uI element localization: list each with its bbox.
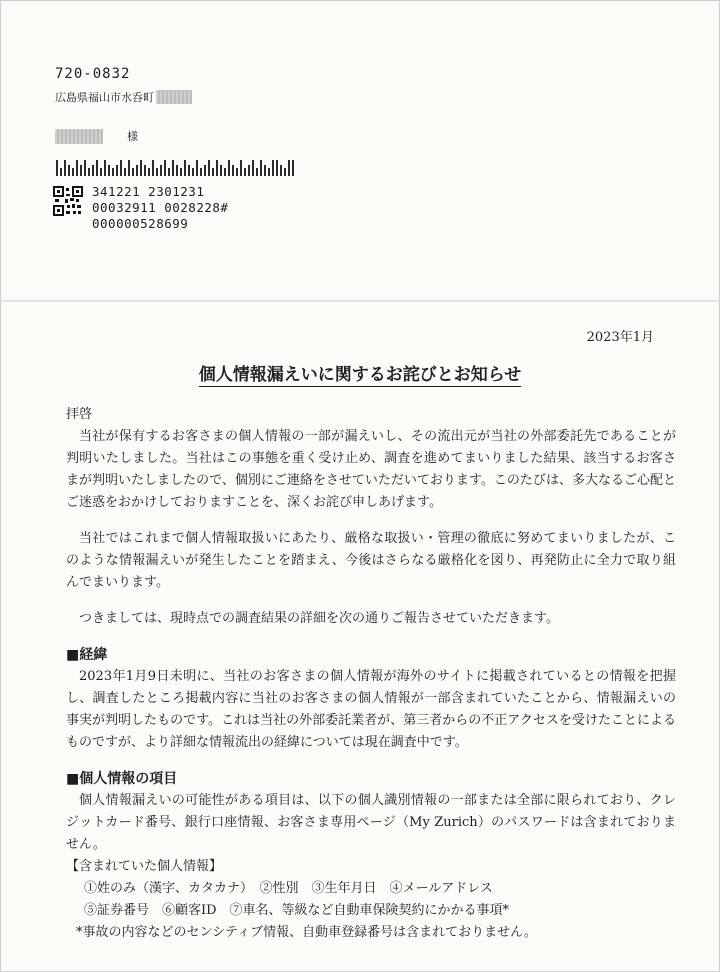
paragraph: 当社が保有するお客さまの個人情報の一部が漏えいし、その流出元が当社の外部委託先であることが判明いたしました。当社はこの事態を重く受け止め、調査を進めてまいりました結果、該当するお客さまが判明いたしましたので、個別にご連絡をさせていただいております。このたびは、多大なるご心配とご迷惑をおかけしておりますことを、深くお詫び申しあげます。 <box>66 429 676 510</box>
section-heading: ■個人情報の項目 <box>66 771 178 787</box>
letter-body <box>66 404 676 944</box>
recipient-name-redaction <box>55 129 103 144</box>
info-note: *事故の内容などのセンシティブ情報、自動車登録番号は含まれておりません。 <box>76 925 537 940</box>
code-line: 00032911 0028228# <box>92 200 229 215</box>
address-line <box>55 89 192 105</box>
section-text: 個人情報漏えいの可能性がある項目は、以下の個人識別情報の一部または全部に限られており、クレジットカード番号、銀行口座情報、お客さま専用ページ（My Zurich）のパスワードは含まれておりません。 <box>66 793 676 852</box>
info-subheading: 【含まれていた個人情報】 <box>66 859 223 874</box>
letter-title-text: 個人情報漏えいに関するお詫びとお知らせ <box>198 365 522 385</box>
customer-codes <box>92 184 228 232</box>
postal-code: 720-0832 <box>55 66 131 82</box>
section-text: 2023年1月9日未明に、当社のお客さまの個人情報が海外のサイトに掲載されているとの情報を把握し、調査したところ掲載内容に当社のお客さまの個人情報が一部含まれていたことから、情報漏えいの事実が判明したものです。これは当社の外部委託業者が、第三者からの不正アクセスを受けたことによるものですが、より詳細な情報流出の経緯については現在調査中です。 <box>66 669 676 750</box>
code-line: 341221 2301231 <box>92 184 205 199</box>
info-items <box>84 878 676 922</box>
section-heading: ■経緯 <box>66 647 108 663</box>
postal-barcode <box>56 160 296 176</box>
info-items-line: ①姓のみ（漢字、カタカナ） ②性別 ③生年月日 ④メールアドレス <box>84 881 493 896</box>
code-line: 000000528699 <box>92 216 189 231</box>
qr-code-icon <box>53 186 83 216</box>
address-text: 広島県福山市水呑町 <box>55 91 154 104</box>
paragraph: 当社ではこれまで個人情報取扱いにあたり、厳格な取扱い・管理の徹底に努めてまいりましたが、このような情報漏えいが発生したことを踏まえ、今後はさらなる厳格化を図り、再発防止に全力で取り組んでまいります。 <box>66 531 676 590</box>
info-items-line: ⑤証券番号 ⑥顧客ID ⑦車名、等級など自動車保険契約にかかる事項* <box>84 903 510 918</box>
fold-line <box>0 300 720 302</box>
honorific: 様 <box>127 130 138 143</box>
letter-date: 2023年1月 <box>586 330 654 345</box>
address-redaction <box>156 90 192 104</box>
recipient-line <box>55 128 138 144</box>
greeting: 拝啓 <box>66 407 93 422</box>
letter-title <box>0 360 720 385</box>
paragraph: つきましては、現時点での調査結果の詳細を次の通りご報告させていただきます。 <box>79 611 559 626</box>
